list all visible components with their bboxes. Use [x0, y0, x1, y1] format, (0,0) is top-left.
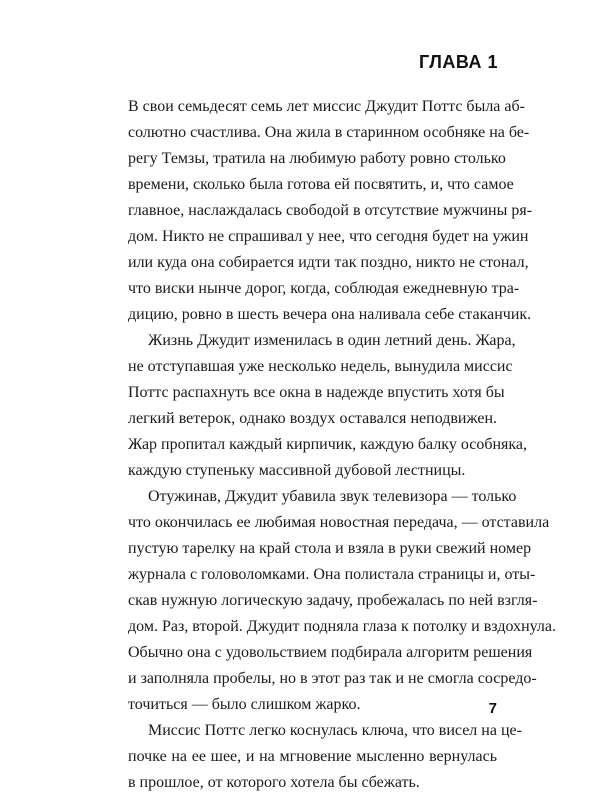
paragraph-4: [128, 718, 522, 796]
text-line: Жизнь Джудит изменилась в один летний день. Жара,: [148, 332, 516, 349]
text-line: в прошлое, от которого хотела бы сбежать.: [128, 774, 420, 791]
text-line: каждую ступеньку массивной дубовой лестницы.: [128, 462, 466, 479]
text-line: не отступавшая уже несколько недель, вынудила миссис: [128, 358, 513, 375]
text-line: и заполняла пробелы, но в этот раз так и не смогла сосредо-: [128, 670, 537, 687]
text-line: легкий ветерок, однако воздух оставался неподвижен.: [128, 410, 497, 427]
text-line: дом. Раз, второй. Джудит подняла глаза к потолку и вздохнула.: [128, 618, 557, 635]
text-line: регу Темзы, тратила на любимую работу ровно столько: [128, 150, 506, 167]
text-line: почке на ее шее, и на мгновение мысленно вернулась: [128, 748, 497, 765]
text-line: скав нужную логическую задачу, пробежалась по ней взгля-: [128, 592, 538, 609]
text-line: или куда она собирается идти так поздно, никто не стонал,: [128, 254, 529, 271]
text-line: дицию, ровно в шесть вечера она наливала себе стаканчик.: [128, 306, 532, 323]
text-line: Отужинав, Джудит убавила звук телевизора — только: [148, 488, 517, 505]
text-line: Миссис Поттс легко коснулась ключа, что висел на це-: [148, 722, 522, 739]
text-line: солютно счастлива. Она жила в старинном особняке на бе-: [128, 124, 530, 141]
text-line: точиться — было слишком жарко.: [128, 696, 361, 713]
paragraph-2: [128, 328, 528, 484]
text-line: Поттс распахнуть все окна в надежде впустить хотя бы: [128, 384, 505, 401]
page-number: 7: [488, 700, 497, 717]
text-line: главное, наслаждалась свободой в отсутствие мужчины ря-: [128, 202, 533, 219]
text-line: Обычно она с удовольствием подбирала алгоритм решения: [128, 644, 533, 661]
paragraph-3: [128, 484, 557, 718]
body-text: [128, 94, 557, 796]
paragraph-1: [128, 94, 533, 328]
text-line: журнала с головоломками. Она полистала страницы и, оты-: [128, 566, 536, 583]
text-line: времени, сколько была готова ей посвятить, и, что самое: [128, 176, 514, 193]
text-line: пустую тарелку на край стола и взяла в руки свежий номер: [128, 540, 532, 557]
chapter-heading: ГЛАВА 1: [419, 52, 498, 72]
text-line: В свои семьдесят семь лет миссис Джудит Поттс была аб-: [128, 98, 525, 115]
text-line: что окончилась ее любимая новостная передача, — отставила: [128, 514, 550, 531]
text-line: дом. Никто не спрашивал у нее, что сегодня будет на ужин: [128, 228, 529, 245]
text-line: что виски нынче дорог, когда, соблюдая ежедневную тра-: [128, 280, 520, 297]
text-line: Жар пропитал каждый кирпичик, каждую балку особняка,: [128, 436, 528, 453]
